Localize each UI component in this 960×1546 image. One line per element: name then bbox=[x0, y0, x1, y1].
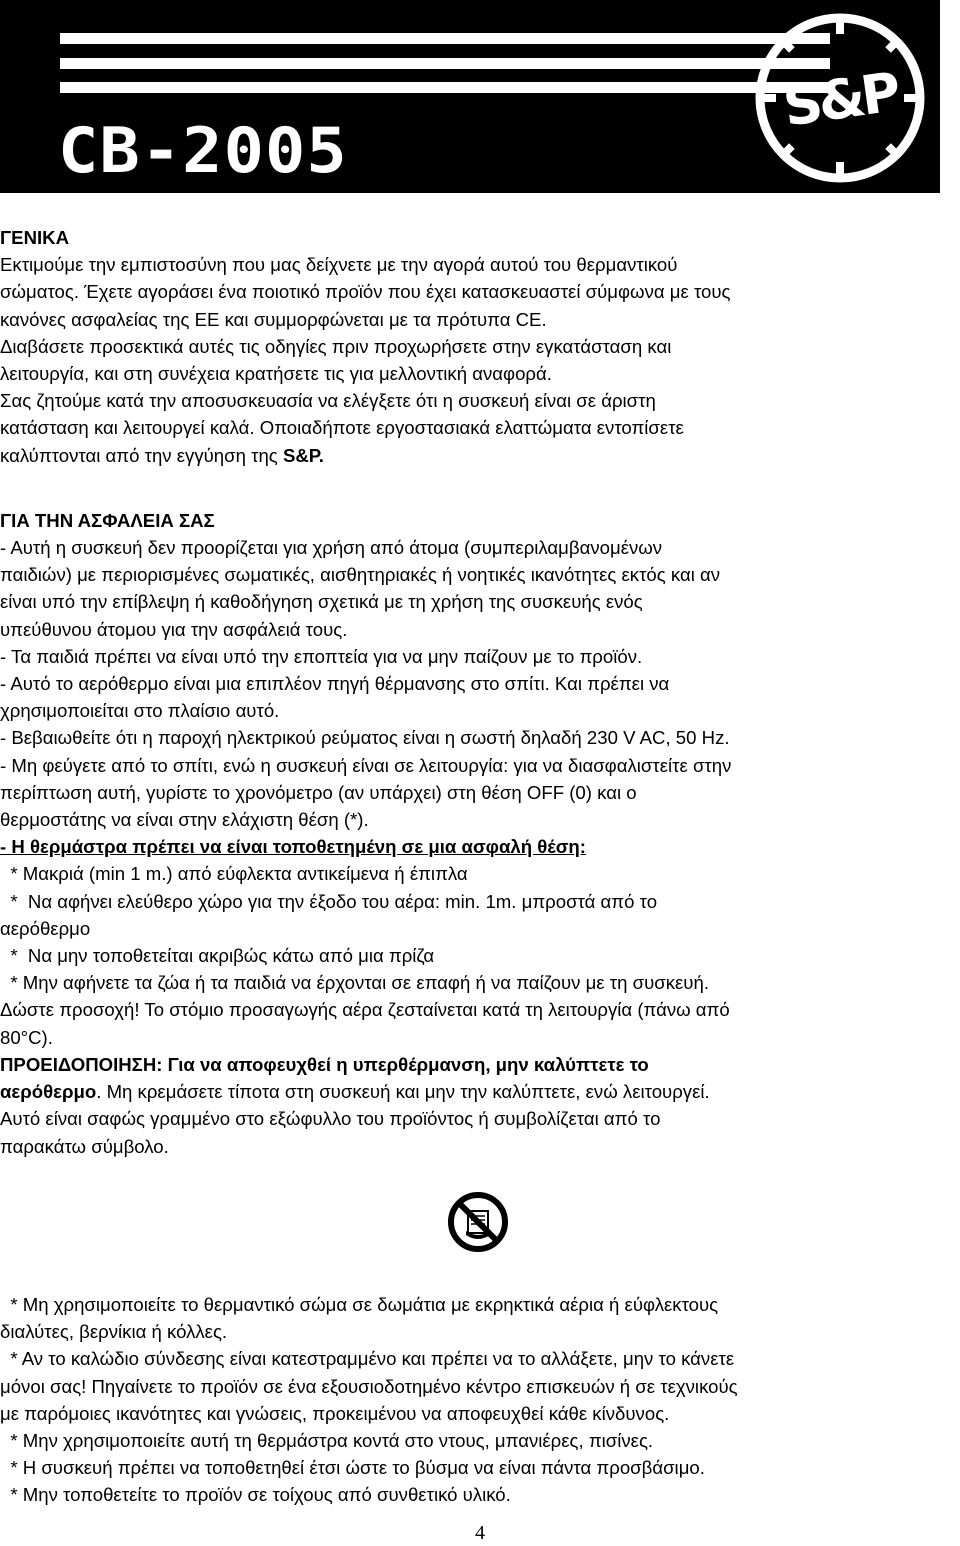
paragraph-line: * Να μην τοποθετείται ακριβώς κάτω από μια πρίζα bbox=[0, 945, 435, 967]
warning-text: . Μη κρεμάσετε τίποτα στη συσκευή και μην την καλύπτετε, ενώ λειτουργεί. bbox=[96, 1081, 710, 1103]
section-heading-general: ΓΕΝΙΚΑ bbox=[0, 227, 70, 248]
paragraph-line: θερμοστάτης να είναι στην ελάχιστη θέση (*). bbox=[0, 809, 369, 831]
paragraph-line: σώματος. Έχετε αγοράσει ένα ποιοτικό προϊόν που έχει κατασκευαστεί σύμφωνα με τους bbox=[0, 281, 731, 303]
paragraph-line: χρησιμοποιείται στο πλαίσιο αυτό. bbox=[0, 700, 280, 722]
guarantee-text: καλύπτονται από την εγγύηση της bbox=[0, 444, 283, 466]
paragraph-line: 80°C). bbox=[0, 1026, 53, 1048]
paragraph-line: - Αυτό το αερόθερμο είναι μια επιπλέον πηγή θέρμανσης στο σπίτι. Και πρέπει να bbox=[0, 673, 670, 695]
model-title: CB-2005 bbox=[58, 114, 348, 187]
paragraph-line: - Μη φεύγετε από το σπίτι, ενώ η συσκευή είναι σε λειτουργία: για να διασφαλιστείτε στην bbox=[0, 754, 732, 776]
paragraph-line: με παρόμοιες ικανότητες και γνώσεις, προκειμένου να αποφευχθεί κάθε κίνδυνος. bbox=[0, 1402, 670, 1424]
page-number: 4 bbox=[475, 1522, 485, 1544]
brand-name: S&P. bbox=[282, 444, 324, 466]
do-not-cover-icon bbox=[447, 1191, 509, 1253]
paragraph-line: - Βεβαιωθείτε ότι η παροχή ηλεκτρικού ρεύματος είναι η σωστή δηλαδή 230 V AC, 50 Hz. bbox=[0, 727, 730, 749]
paragraph-line: παρακάτω σύμβολο. bbox=[0, 1135, 169, 1157]
paragraph-line: Δώστε προσοχή! Το στόμιο προσαγωγής αέρα ζεσταίνεται κατά τη λειτουργία (πάνω από bbox=[0, 999, 730, 1021]
banner-stripe bbox=[60, 33, 830, 44]
banner-stripe bbox=[60, 82, 830, 93]
header-banner bbox=[0, 0, 940, 193]
paragraph-line bbox=[0, 442, 960, 469]
sp-logo bbox=[752, 10, 928, 186]
paragraph-line: * Μη χρησιμοποιείτε το θερμαντικό σώμα σε δωμάτια με εκρηκτικά αέρια ή εύφλεκτους bbox=[0, 1294, 719, 1315]
paragraph-line: * Μακριά (min 1 m.) από εύφλεκτα αντικείμενα ή έπιπλα bbox=[0, 863, 468, 885]
paragraph-line: κανόνες ασφαλείας της ΕΕ και συμμορφώνεται με τα πρότυπα CE. bbox=[0, 308, 547, 330]
warning-bold-word: αερόθερμο bbox=[0, 1081, 97, 1103]
paragraph-line: * Να αφήνει ελεύθερο χώρο για την έξοδο του αέρα: min. 1m. μπροστά από το bbox=[0, 890, 658, 912]
document-body bbox=[0, 224, 960, 1160]
paragraph-line: Διαβάσετε προσεκτικά αυτές τις οδηγίες πριν προχωρήσετε στην εγκατάσταση και bbox=[0, 335, 672, 357]
logo-text: S&P bbox=[779, 60, 901, 139]
paragraph-line: Σας ζητούμε κατά την αποσυσκευασία να ελέγξετε ότι η συσκευή είναι σε άριστη bbox=[0, 390, 656, 412]
paragraph-line bbox=[0, 1078, 960, 1105]
paragraph-line: * Αν το καλώδιο σύνδεσης είναι κατεστραμμένο και πρέπει να το αλλάξετε, μην το κάνετε bbox=[0, 1348, 735, 1370]
paragraph-line: Εκτιμούμε την εμπιστοσύνη που μας δείχνετε με την αγορά αυτού του θερμαντικού bbox=[0, 254, 678, 276]
paragraph-line: υπεύθυνου άτομου για την ασφάλειά τους. bbox=[0, 618, 348, 640]
document-body-continued bbox=[0, 1291, 960, 1509]
paragraph-line: περίπτωση αυτή, γυρίστε το χρονόμετρο (αν υπάρχει) στη θέση OFF (0) και ο bbox=[0, 781, 637, 803]
paragraph-line: * Η συσκευή πρέπει να τοποθετηθεί έτσι ώστε το βύσμα να είναι πάντα προσβάσιμο. bbox=[0, 1457, 705, 1479]
paragraph-line: παιδιών) με περιορισμένες σωματικές, αισθητηριακές ή νοητικές ικανότητες εκτός και αν bbox=[0, 564, 721, 586]
paragraph-line: * Μην τοποθετείτε το προϊόν σε τοίχους από συνθετικό υλικό. bbox=[0, 1484, 511, 1506]
paragraph-line: διαλύτες, βερνίκια ή κόλλες. bbox=[0, 1321, 228, 1343]
paragraph-line: λειτουργία, και στη συνέχεια κρατήσετε τις για μελλοντική αναφορά. bbox=[0, 363, 552, 385]
paragraph-line: είναι υπό την επίβλεψη ή καθοδήγηση σχετικά με τη χρήση της συσκευής ενός bbox=[0, 591, 643, 613]
paragraph-line: αερόθερμο bbox=[0, 917, 91, 939]
placement-heading: - Η θερμάστρα πρέπει να είναι τοποθετημένη σε μια ασφαλή θέση: bbox=[0, 836, 586, 858]
banner-stripe bbox=[60, 58, 830, 69]
paragraph-line: κατάσταση και λειτουργεί καλά. Οποιαδήποτε εργοστασιακά ελαττώματα εντοπίσετε bbox=[0, 417, 684, 439]
paragraph-line: * Μην αφήνετε τα ζώα ή τα παιδιά να έρχονται σε επαφή ή να παίζουν με τη συσκευή. bbox=[0, 972, 709, 994]
paragraph-line: * Μην χρησιμοποιείτε αυτή τη θερμάστρα κοντά στο ντους, μπανιέρες, πισίνες. bbox=[0, 1430, 654, 1452]
section-heading-safety: ΓΙΑ ΤΗΝ ΑΣΦΑΛΕΙΑ ΣΑΣ bbox=[0, 509, 215, 531]
paragraph-line: - Τα παιδιά πρέπει να είναι υπό την εποπτεία για να μην παίζουν με το προϊόν. bbox=[0, 645, 643, 667]
paragraph-line: Αυτό είναι σαφώς γραμμένο στο εξώφυλλο του προϊόντος ή συμβολίζεται από το bbox=[0, 1108, 661, 1130]
paragraph-line: μόνοι σας! Πηγαίνετε το προϊόν σε ένα εξουσιοδοτημένο κέντρο επισκευών ή σε τεχνικούς bbox=[0, 1375, 738, 1397]
paragraph-line: - Αυτή η συσκευή δεν προορίζεται για χρήση από άτομα (συμπεριλαμβανομένων bbox=[0, 537, 663, 559]
warning-heading: ΠΡΟΕΙΔΟΠΟΙΗΣΗ: Για να αποφευχθεί η υπερθέρμανση, μην καλύπτετε το bbox=[0, 1053, 649, 1075]
